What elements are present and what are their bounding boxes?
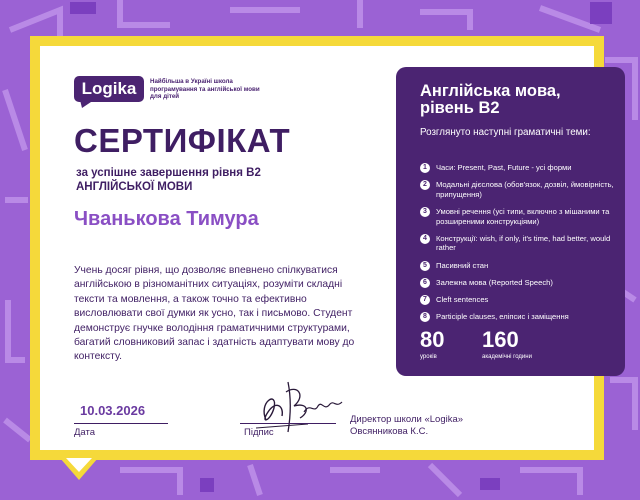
signature-label: Підпис [244,427,274,438]
frame-speech-tail [60,458,98,480]
topic-number: 4 [420,234,430,244]
topic-text: Cleft sentences [436,294,489,304]
panel-title: Англійська мова, рівень B2 [420,82,561,117]
grammar-topics-panel [396,67,625,376]
logo-speech-tail [80,100,94,108]
panel-intro: Розглянуто наступні граматичні теми: [420,127,591,138]
certificate-description: Учень досяг рівня, що дозволяє впевнено спілкуватися англійською в різноманітних ситуаціях, розуміти складні тексти та мовлення, а також точно та ефективно висловлювати свої думки як усно, так і письмово. Студент демонструє гнучке володіння граматичними структурами, багатий словниковий запас і здатність адаптувати мову до контексту. [74,265,355,363]
student-name: Чванькова Тимура [74,208,259,230]
topic-text: Participle clauses, еліпсис і заміщення [436,312,569,322]
topic-item [420,261,616,271]
topic-item [420,278,616,288]
topic-item [420,312,616,322]
topic-item [420,207,616,226]
topic-number: 7 [420,295,430,305]
director-title: Директор школи «Logika» [350,414,464,425]
date-line [74,423,168,424]
topic-number: 5 [420,261,430,271]
topic-number: 1 [420,163,430,173]
topic-item [420,295,616,305]
director-info [350,414,520,438]
topic-item [420,163,616,173]
lessons-stat [420,329,444,361]
topics-list [420,163,616,329]
lessons-count: 80 [420,327,445,352]
topic-text: Часи: Present, Past, Future - усі форми [436,163,572,172]
topic-text: Залежна мова (Reported Speech) [436,277,553,287]
topic-text: Конструкції: wish, if only, it's time, had better, would rather [436,233,611,253]
topic-text: Модальні дієслова (обов'язок, дозвіл, ймовірність, припущення) [436,180,614,199]
hours-stat [482,329,532,361]
date-label: Дата [74,427,96,438]
lessons-label: уроків [420,354,437,360]
hours-label: академічні години [482,354,532,360]
topic-number: 6 [420,278,430,288]
topic-text: Пасивний стан [436,260,489,270]
logo: Logika [74,76,144,102]
topic-number: 2 [420,180,430,190]
topic-number: 8 [420,312,430,322]
topic-number: 3 [420,207,430,217]
issue-date: 10.03.2026 [80,403,146,418]
director-name: Овсянникова К.С. [350,426,429,437]
logo-tagline: Найбільша в Україні школа програмування та англійської мови для дітей [150,78,260,101]
topic-item [420,234,616,253]
certificate-subtitle: за успішне завершення рівня B2 АНГЛІЙСЬКОЇ МОВИ [76,167,261,193]
signature-line [240,423,336,424]
hours-count: 160 [482,327,519,352]
topic-text: Умовні речення (усі типи, включно з мішаними та розширеними конструкціями) [436,206,610,226]
certificate-title: СЕРТИФІКАТ [74,122,291,159]
topic-item [420,180,616,199]
